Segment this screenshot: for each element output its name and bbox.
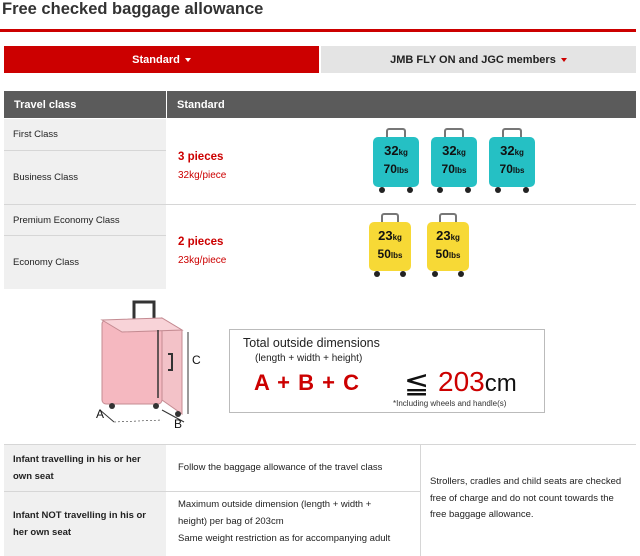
header-travel-class: Travel class — [4, 91, 166, 118]
dimensions-box — [229, 329, 545, 413]
bag-icon — [373, 128, 419, 193]
bag-kg: 32 — [384, 143, 399, 158]
bag-icon — [431, 128, 477, 193]
class-first: First Class — [4, 119, 166, 150]
bag-lbs: 70 — [441, 162, 455, 176]
weight-group-2: 23kg/piece — [178, 255, 227, 266]
leq-symbol: ≦ — [404, 367, 430, 400]
tab-jmb-members[interactable] — [321, 46, 636, 73]
bag-lbs-unit: lbs — [396, 166, 409, 175]
bag-icon — [489, 128, 535, 193]
page-title: Free checked baggage allowance — [2, 0, 264, 18]
bag-kg: 32 — [442, 143, 457, 158]
bag-icon — [369, 213, 411, 277]
bag-lbs: 50 — [377, 247, 391, 261]
bag-kg-unit: kg — [514, 148, 524, 157]
infant-no-seat-label: Infant NOT travelling in his or her own seat — [4, 492, 166, 556]
infant-no-seat-text — [178, 496, 390, 547]
dimensions-unit: cm — [484, 370, 517, 397]
bag-kg-unit: kg — [456, 148, 466, 157]
dimensions-title: Total outside dimensions — [243, 336, 380, 350]
tab-standard-label: Standard — [132, 53, 180, 66]
class-economy: Economy Class — [4, 236, 166, 289]
bag-lbs-unit: lbs — [454, 166, 467, 175]
infant-own-seat-label: Infant travelling in his or her own seat — [4, 445, 166, 491]
infant-no-seat-line: Same weight restriction as for accompanying adult — [178, 533, 391, 544]
tab-jmb-label: JMB FLY ON and JGC members — [390, 53, 556, 66]
pieces-group-2: 2 pieces — [178, 236, 224, 248]
suitcase-dimensions-illustration — [92, 296, 218, 430]
dimensions-note: *Including wheels and handle(s) — [393, 399, 507, 408]
bag-lbs-unit: lbs — [390, 251, 403, 260]
chevron-down-icon — [561, 58, 567, 62]
dimension-label-c: C — [192, 353, 201, 367]
title-divider — [0, 29, 636, 32]
bag-lbs-unit: lbs — [448, 251, 461, 260]
bag-kg: 23 — [436, 228, 451, 243]
infant-own-seat-text: Follow the baggage allowance of the travel class — [178, 462, 383, 473]
chevron-down-icon — [185, 58, 191, 62]
bag-kg-unit: kg — [392, 233, 402, 242]
pieces-group-1: 3 pieces — [178, 151, 224, 163]
dimension-label-b: B — [174, 417, 183, 430]
infant-no-seat-line: height) per bag of 203cm — [178, 516, 284, 527]
stroller-note: Strollers, cradles and child seats are checked free of charge and do not count towards the free baggage allowance. — [430, 476, 622, 520]
dimensions-subtitle: (length + width + height) — [255, 353, 363, 364]
dimension-label-a: A — [96, 407, 105, 421]
bag-lbs-unit: lbs — [512, 166, 525, 175]
class-business: Business Class — [4, 151, 166, 204]
dimensions-formula: A + B + C — [254, 370, 360, 395]
bag-lbs: 50 — [435, 247, 449, 261]
bag-kg-unit: kg — [398, 148, 408, 157]
bag-icon — [427, 213, 469, 277]
header-standard: Standard — [167, 91, 636, 118]
bag-kg: 32 — [500, 143, 515, 158]
weight-group-1: 32kg/piece — [178, 170, 227, 181]
dimensions-value: 203 — [438, 366, 485, 397]
tab-standard[interactable] — [4, 46, 319, 73]
bag-kg: 23 — [378, 228, 393, 243]
bag-lbs: 70 — [383, 162, 397, 176]
column-divider — [420, 445, 421, 556]
class-premium-economy: Premium Economy Class — [4, 205, 166, 235]
bag-lbs: 70 — [499, 162, 513, 176]
infant-no-seat-line: Maximum outside dimension (length + width + — [178, 499, 372, 510]
bag-kg-unit: kg — [450, 233, 460, 242]
dimensions-total — [438, 366, 517, 398]
